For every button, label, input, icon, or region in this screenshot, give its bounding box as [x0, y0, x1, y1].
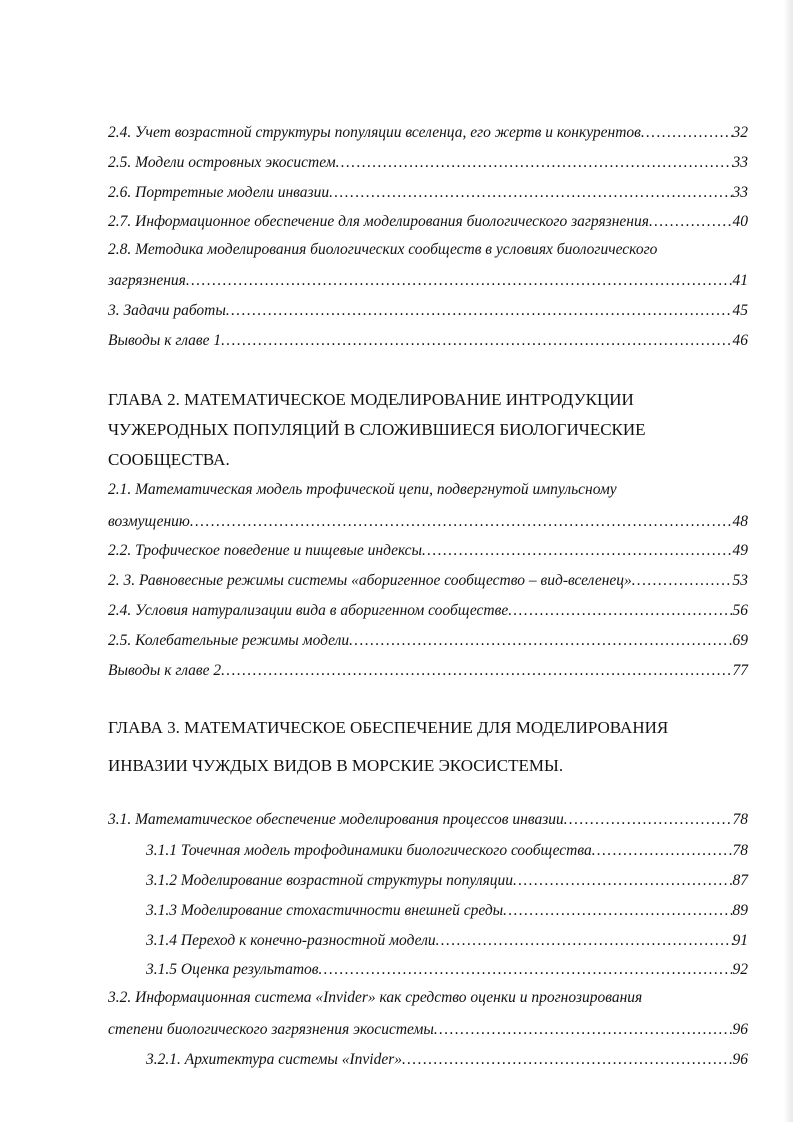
toc-entry-page: 69 — [732, 632, 748, 649]
toc-entry-title: 3.2.1. Архитектура системы «Invider» — [146, 1051, 402, 1068]
toc-entry-page: 48 — [732, 513, 748, 530]
toc-entry-page: 78 — [732, 811, 748, 828]
toc-entry-title: 3.1.4 Переход к конечно-разностной модели — [146, 932, 436, 949]
toc-entry — [108, 121, 748, 143]
toc-entry-title-line2: загрязнения — [108, 272, 186, 289]
toc-subentry — [146, 869, 748, 891]
scan-edge-shadow — [783, 0, 793, 1122]
toc-entry-title: 2.7. Информационное обеспечение для моделирования биологического загрязнения — [108, 213, 649, 230]
toc-entry — [108, 181, 748, 203]
toc-entry — [108, 539, 748, 561]
toc-subentry — [146, 839, 748, 861]
chapter-3-heading — [108, 713, 708, 781]
toc-entry-page: 33 — [732, 154, 748, 171]
toc-entry-page: 87 — [732, 872, 748, 889]
toc-entry-title: 2.5. Колебательные режимы модели — [108, 632, 350, 649]
toc-entry-page: 56 — [732, 602, 748, 619]
toc-entry-title: 3. Задачи работы — [108, 302, 226, 319]
toc-entry-page: 91 — [732, 932, 748, 949]
toc-entry-page: 53 — [732, 572, 748, 589]
toc-entry-page: 46 — [732, 332, 748, 349]
toc-entry-page: 96 — [732, 1051, 748, 1068]
toc-entry-title-line1: 2.8. Методика моделирования биологических сообществ в условиях биологического — [108, 241, 658, 258]
toc-entry-page: 40 — [732, 213, 748, 230]
toc-entry-title-line1: 3.2. Информационная система «Invider» как средство оценки и прогнозирования — [108, 989, 643, 1006]
toc-entry-title: 3.1.1 Точечная модель трофодинамики биологического сообщества — [146, 842, 592, 859]
toc-entry-page: 92 — [732, 961, 748, 978]
toc-entry — [108, 629, 748, 651]
toc-entry-title: 3.1.3 Моделирование стохастичности внешней среды — [146, 902, 504, 919]
toc-entry-title: 3.1.5 Оценка результатов — [146, 961, 319, 978]
toc-entry-title: 2.2. Трофическое поведение и пищевые индексы — [108, 542, 423, 559]
toc-entry-page: 32 — [732, 124, 748, 141]
toc-entry — [108, 599, 748, 621]
toc-entry-page: 33 — [732, 184, 748, 201]
toc-entry-page: 96 — [732, 1021, 748, 1038]
toc-entry — [108, 269, 748, 291]
toc-entry — [108, 808, 748, 830]
toc-entry-page: 77 — [732, 662, 748, 679]
toc-entry-title: 2.6. Портретные модели инвазии — [108, 184, 330, 201]
toc-entry-title: Выводы к главе 2 — [108, 662, 222, 679]
toc-entry-page: 41 — [732, 272, 748, 289]
toc-subentry — [146, 1048, 748, 1070]
toc-entry-title-line2: степени биологического загрязнения экосистемы — [108, 1021, 434, 1038]
toc-subentry — [146, 899, 748, 921]
toc-entry — [108, 210, 748, 232]
chapter-2-heading-line3: СООБЩЕСТВА. — [108, 450, 230, 469]
toc-entry — [108, 329, 748, 351]
toc-entry-title-line1: 2.1. Математическая модель трофической цепи, подвергнутой импульсному — [108, 481, 617, 498]
toc-entry — [108, 510, 748, 532]
toc-entry-title: 2.4. Учет возрастной структуры популяции вселенца, его жертв и конкурентов — [108, 124, 641, 141]
toc-entry-title: 3.1.2 Моделирование возрастной структуры популяции — [146, 872, 514, 889]
toc-entry — [108, 299, 748, 321]
toc-subentry — [146, 929, 748, 951]
chapter-3-heading-line2: ИНВАЗИИ ЧУЖДЫХ ВИДОВ В МОРСКИЕ ЭКОСИСТЕМЫ. — [108, 756, 564, 775]
toc-entry — [108, 659, 748, 681]
toc-entry — [108, 151, 748, 173]
toc-entry-page: 89 — [732, 902, 748, 919]
toc-entry — [108, 569, 748, 591]
toc-entry-title: 2. 3. Равновесные режимы системы «аборигенное сообщество – вид-вселенец» — [108, 572, 632, 589]
toc-entry-title: 2.4. Условия натурализации вида в аборигенном сообществе — [108, 602, 509, 619]
toc-entry-page: 78 — [732, 842, 748, 859]
toc-entry-page: 45 — [732, 302, 748, 319]
chapter-2-heading — [108, 385, 708, 475]
chapter-2-heading-line1: ГЛАВА 2. МАТЕМАТИЧЕСКОЕ МОДЕЛИРОВАНИЕ ИНТРОДУКЦИИ — [108, 390, 634, 409]
toc-entry-title: 3.1. Математическое обеспечение моделирования процессов инвазии — [108, 811, 564, 828]
toc-entry-title: 2.5. Модели островных экосистем — [108, 154, 336, 171]
toc-subentry — [146, 958, 748, 980]
chapter-2-heading-line2: ЧУЖЕРОДНЫХ ПОПУЛЯЦИЙ В СЛОЖИВШИЕСЯ БИОЛОГИЧЕСКИЕ — [108, 420, 646, 439]
chapter-3-heading-line1: ГЛАВА 3. МАТЕМАТИЧЕСКОЕ ОБЕСПЕЧЕНИЕ ДЛЯ МОДЕЛИРОВАНИЯ — [108, 718, 669, 737]
toc-entry-page: 49 — [732, 542, 748, 559]
toc-entry — [108, 1018, 748, 1040]
toc-entry-title-line2: возмущению — [108, 513, 190, 530]
toc-entry-title: Выводы к главе 1 — [108, 332, 222, 349]
